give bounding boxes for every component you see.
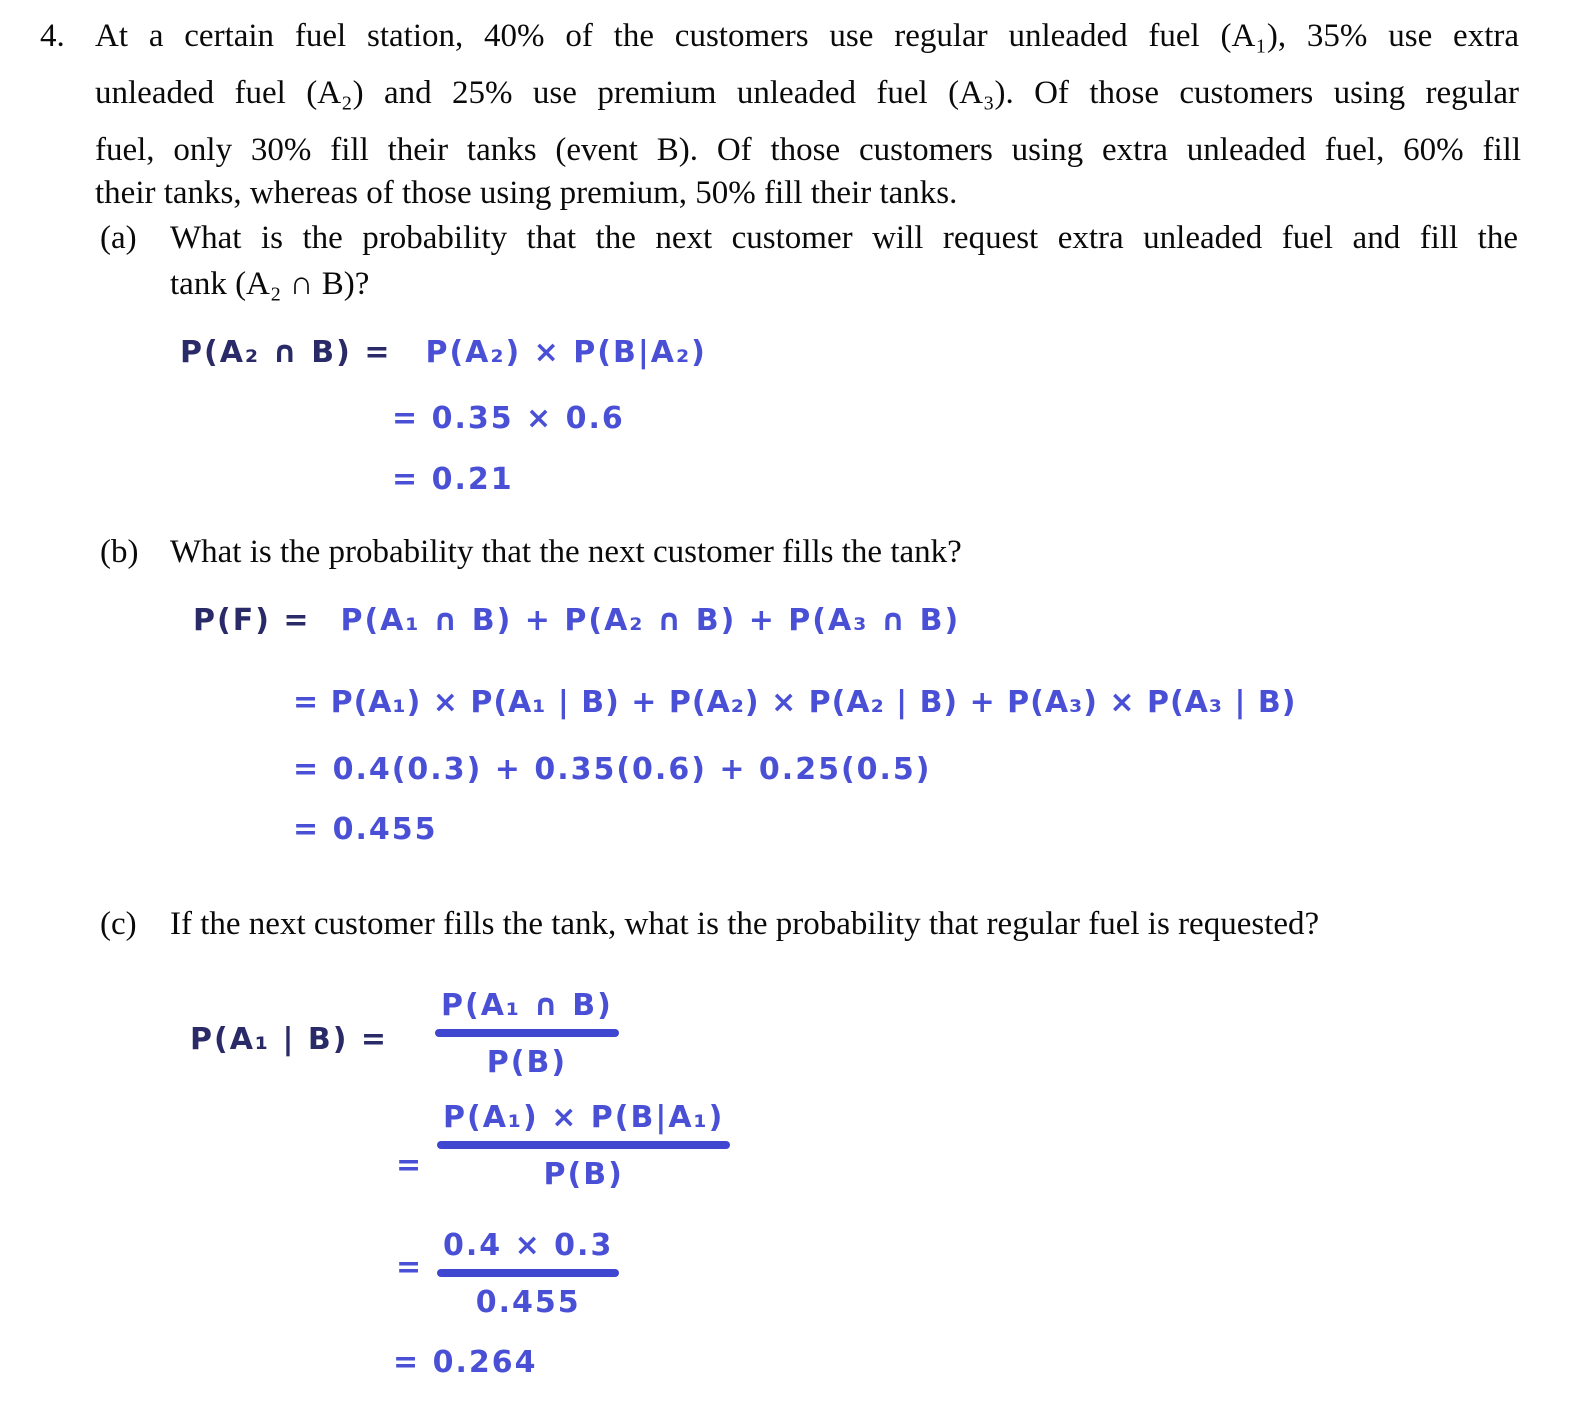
- fraction-1-numerator: P(A₁ ∩ B): [441, 988, 613, 1023]
- part-a-question-line-2: tank (A₂ ∩ B)?: [170, 266, 370, 302]
- fraction-3-numerator: 0.4 × 0.3: [443, 1228, 614, 1263]
- part-a-question-line-1: What is the probability that the next customer will request extra unleaded fuel and fill the: [170, 220, 1518, 256]
- solution-b-lhs: P(F) =: [193, 603, 311, 638]
- solution-a-step-2: = 0.35 × 0.6: [392, 401, 625, 436]
- solution-c-fraction-2: [437, 1100, 730, 1192]
- problem-text-line-1: At a certain fuel station, 40% of the customers use regular unleaded fuel (A₁), 35% use extra: [95, 18, 1519, 54]
- solution-a-step-1: [180, 335, 707, 370]
- fraction-2-denominator: P(B): [543, 1157, 624, 1192]
- fraction-bar: [437, 1141, 730, 1149]
- solution-a-rhs: P(A₂) × P(B|A₂): [425, 335, 707, 370]
- part-c-label: (c): [100, 906, 137, 942]
- solution-c-fraction-3: [437, 1228, 619, 1320]
- fraction-1-denominator: P(B): [486, 1045, 568, 1080]
- fraction-bar: [437, 1269, 619, 1277]
- problem-text-line-3: fuel, only 30% fill their tanks (event B). Of those customers using extra unleaded fuel, 60% fill: [95, 132, 1521, 168]
- part-a-label: (a): [100, 220, 137, 256]
- problem-number: 4.: [40, 18, 65, 54]
- part-b-question: What is the probability that the next customer fills the tank?: [170, 534, 962, 570]
- solution-c-equals-2: =: [396, 1148, 424, 1183]
- solution-a-lhs: P(A₂ ∩ B) =: [180, 335, 392, 370]
- solution-b-step-1: [193, 603, 960, 638]
- problem-text-line-2: unleaded fuel (A₂) and 25% use premium unleaded fuel (A₃). Of those customers using regular: [95, 75, 1519, 111]
- problem-text-line-4: their tanks, whereas of those using premium, 50% fill their tanks.: [95, 175, 958, 211]
- fraction-3-denominator: 0.455: [475, 1285, 581, 1320]
- solution-b-step-3: = 0.4(0.3) + 0.35(0.6) + 0.25(0.5): [293, 752, 932, 787]
- solution-c-fraction-1: [435, 988, 619, 1080]
- fraction-2-numerator: P(A₁) × P(B|A₁): [443, 1100, 725, 1135]
- solution-c-result: = 0.264: [393, 1345, 538, 1380]
- solution-c-equals-3: =: [396, 1250, 424, 1285]
- solution-c-lhs: P(A₁ | B) =: [190, 1022, 389, 1057]
- solution-a-step-3: = 0.21: [392, 462, 514, 497]
- solution-b-step-2: = P(A₁) × P(A₁ | B) + P(A₂) × P(A₂ | B) + P(A₃) × P(A₃ | B): [293, 685, 1297, 720]
- fraction-bar: [435, 1029, 619, 1037]
- part-c-question: If the next customer fills the tank, what is the probability that regular fuel is requested?: [170, 906, 1320, 942]
- part-b-label: (b): [100, 534, 139, 570]
- solution-b-step-4: = 0.455: [293, 812, 438, 847]
- solution-b-rhs: P(A₁ ∩ B) + P(A₂ ∩ B) + P(A₃ ∩ B): [340, 603, 961, 638]
